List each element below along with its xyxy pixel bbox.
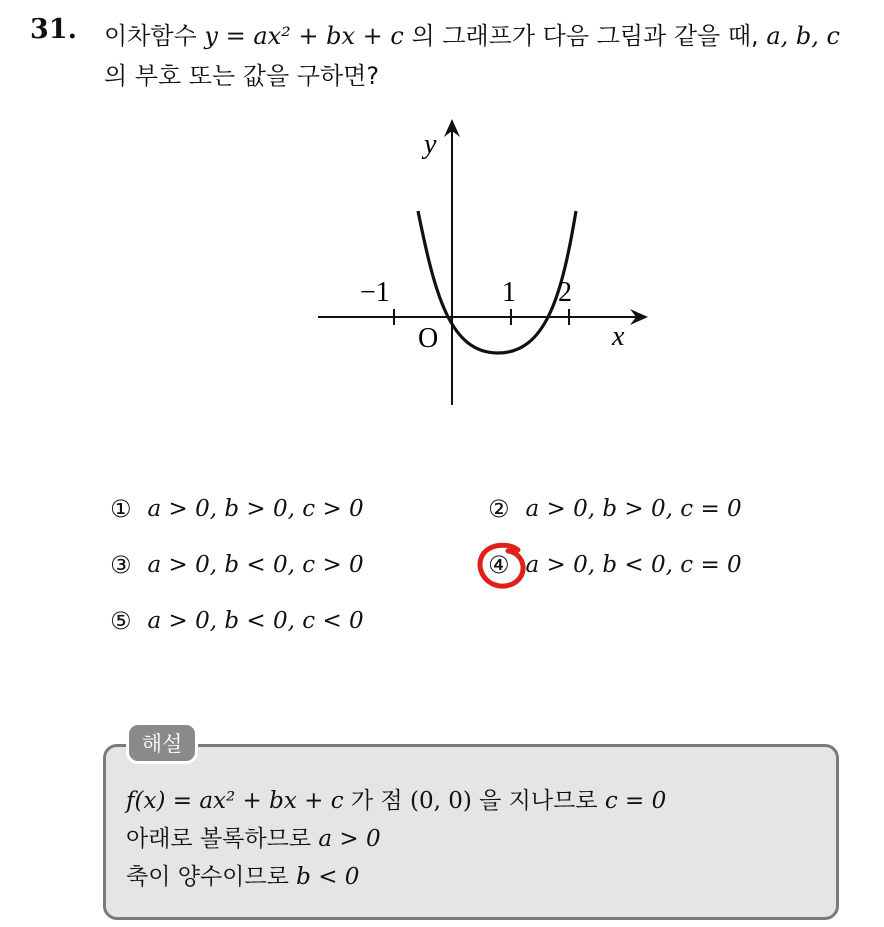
question-prefix: 이차함수 [104,22,197,50]
choice-5-number: ⑤ [110,607,132,635]
choice-4-number: ④ [488,551,510,579]
y-axis-label: y [424,129,437,160]
choice-2-expression: a > 0, b > 0, c = 0 [525,496,742,522]
choice-2-number: ② [488,495,510,523]
x-axis-label: x [612,321,625,352]
choice-2[interactable] [488,495,742,523]
tick-label-2: 2 [558,277,572,308]
solution-c-value: c = 0 [604,788,667,814]
tick-label-minus-1: −1 [360,277,390,308]
choice-5[interactable] [110,607,364,635]
answer-circle-mark [474,540,530,592]
choice-3-number: ③ [110,551,132,579]
solution-a-sign: a > 0 [318,826,381,852]
question-mid: 의 그래프가 다음 그림과 같을 때, [411,22,759,50]
choice-3-expression: a > 0, b < 0, c > 0 [147,552,364,578]
choice-1[interactable] [110,495,364,523]
choice-5-expression: a > 0, b < 0, c < 0 [147,608,364,634]
choice-4-expression: a > 0, b < 0, c = 0 [525,552,742,578]
question-line-2: 의 부호 또는 값을 구하면? [104,62,380,90]
solution-line-3 [126,858,359,891]
solution-line-2 [126,820,381,853]
quadratic-function: y = ax² + bx + c [204,22,404,50]
choice-1-expression: a > 0, b > 0, c > 0 [147,496,364,522]
choice-3[interactable] [110,551,364,579]
parabola-curve [418,211,576,353]
question-number: 31. [30,14,77,45]
solution-text-1a: 가 점 [350,788,403,814]
solution-function: f(x) = ax² + bx + c [126,788,344,814]
solution-text-2: 아래로 볼록하므로 [126,826,312,852]
solution-line-1 [126,782,666,815]
solution-text-3: 축이 양수이므로 [126,864,289,890]
choice-1-number: ① [110,495,132,523]
solution-point: (0, 0) [409,788,472,814]
parabola-graph [300,115,660,415]
question-line-1 [104,16,840,51]
origin-label: O [418,323,439,354]
solution-b-sign: b < 0 [296,864,360,890]
solution-text-1b: 을 지나므로 [479,788,598,814]
solution-tab: 해설 [126,722,198,764]
tick-label-1: 1 [502,277,516,308]
question-variables: a, b, c [766,22,840,50]
